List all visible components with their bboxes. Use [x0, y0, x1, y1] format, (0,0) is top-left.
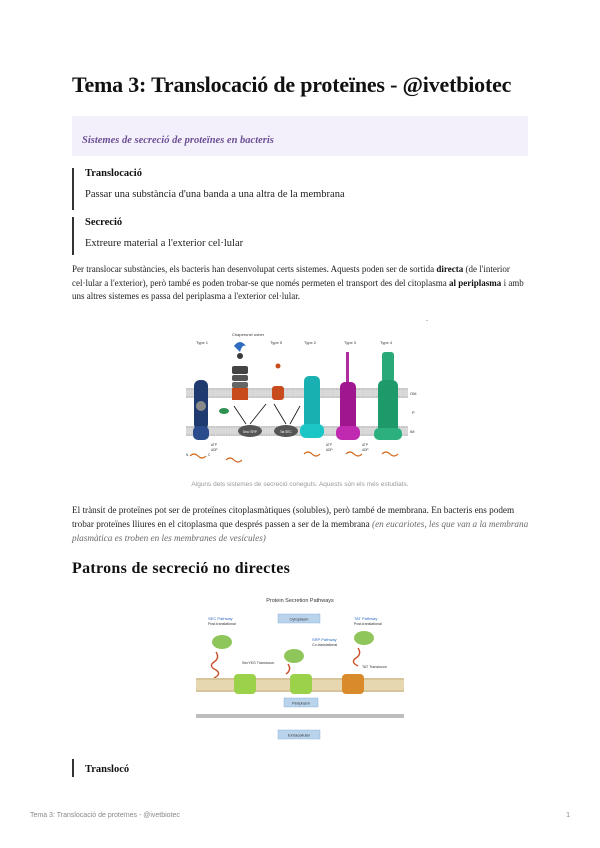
bold-run: al periplasma: [449, 277, 502, 288]
section-heading: Patrons de secreció no directes: [72, 560, 291, 577]
tat-translocon-label: TAT Translocon: [362, 665, 387, 669]
periplasm-label: Periplasm: [292, 700, 310, 706]
sec-pathway-label: SEC Pathway: [208, 616, 233, 621]
text-run: Per translocar substàncies, els bacteris han desenvolupat certs sistemes. Aquests poden ser de sortida: [72, 264, 437, 274]
secretion-pathways-figure: [196, 594, 404, 746]
sec-translocon: [234, 674, 256, 694]
type-label: Type 4: [380, 340, 393, 345]
arrow: [274, 404, 286, 424]
type-label: Chaperone/ usher: [232, 332, 265, 337]
tat-label: Tat SEC: [280, 430, 292, 434]
protein-chain: [353, 648, 359, 666]
atp-label: ATP: [362, 443, 368, 447]
srp-pathway-label: SRP Pathway: [312, 637, 337, 642]
page-footer: [30, 812, 570, 819]
tat-translocon: [342, 674, 364, 694]
page-title: Tema 3: Translocació de proteïnes - @ivetbiotec: [72, 72, 512, 97]
quote-translocon: [72, 759, 129, 777]
callout-box: [72, 116, 528, 156]
quote-secrecio: [72, 217, 243, 255]
text-run: El trànsit de proteïnes pot ser de proteïnes citoplasmàtiques (solubles), però també de membrana. En bacteris ens podem trobar proteïnes lliures en el citoplasma que després passen a ser de la membrana: [72, 505, 515, 529]
protein-chain: [286, 664, 290, 674]
ribosome-icon: [212, 635, 232, 649]
mem-label-om: OM: [410, 391, 417, 396]
type1-system: [193, 380, 209, 440]
bold-run: directa: [436, 264, 464, 274]
quote-body: Extreure material a l'exterior cel·lular: [85, 238, 244, 249]
secretion-systems-figure: [186, 330, 422, 472]
extracellular-label: Extracellular: [287, 732, 311, 738]
quote-heading: Translocació: [85, 168, 142, 179]
quote-heading: Translocó: [85, 764, 130, 775]
outer-membrane-strip: [196, 714, 404, 718]
tat-pathway-label: TAT Pathway: [354, 616, 378, 621]
text-run: i amb uns altres sistemes es passa del periplasma a l'exterior cel·lular.: [72, 277, 524, 301]
stray-mark: -: [426, 318, 428, 324]
adp-label: ADP: [326, 448, 333, 452]
substrate-chain: [226, 458, 242, 462]
tat-translocon: [274, 425, 298, 437]
quote-body: Passar una substància d'una banda a una altra de la membrana: [85, 189, 345, 200]
mem-label-im: IM: [410, 429, 415, 434]
ribosome-icon: [284, 649, 304, 663]
type2-system: [300, 376, 324, 438]
figure-caption: Alguns dels sistemes de secreció coneguts. Aquests són els més estudiats.: [191, 481, 409, 488]
srp-translocon: [290, 674, 312, 694]
type-label: Type 5: [270, 340, 283, 345]
substrate-chain: [382, 452, 398, 456]
tat-pathway-sub: Post-translational: [354, 622, 382, 626]
type-label: Type 3: [344, 340, 357, 345]
paragraph-intro: [72, 263, 530, 304]
type-label: Type 2: [304, 340, 317, 345]
type5-system: [272, 364, 284, 401]
text-run: (de l'interior cel·lular a l'exterior), però també es poden trobar-se que només permeten el transport des del citoplasma: [72, 264, 510, 288]
atp-label: ATP: [326, 443, 332, 447]
outer-membrane: [186, 388, 408, 398]
figure-title: Protein Secretion Pathways: [266, 598, 334, 604]
mem-label-p: P: [412, 410, 415, 415]
arrow: [250, 404, 266, 424]
protein-chain: [211, 652, 218, 678]
quote-heading: Secreció: [85, 217, 123, 228]
c-terminus-label: C: [208, 453, 211, 457]
arrow: [234, 406, 246, 424]
sec-label: Sec/ SRP: [243, 430, 257, 434]
chaperone-usher-system: [219, 342, 248, 414]
atp-label: ATP: [211, 443, 217, 447]
quote-translocacio: [72, 168, 345, 210]
cytoplasm-label: Cytoplasm: [289, 616, 309, 622]
arrow: [290, 406, 300, 424]
type-label: Type 1: [196, 340, 209, 345]
secyeg-label: SecYEG Translocon: [242, 661, 275, 665]
ribosome-icon: [354, 631, 374, 645]
adp-label: ADP: [362, 448, 369, 452]
footer-title: Tema 3: Translocació de proteïnes - @ivetbiotec: [30, 812, 180, 819]
sec-pathway-sub: Post-translational: [208, 622, 236, 626]
paragraph-transit: [72, 503, 530, 545]
substrate-chain: [304, 452, 320, 456]
adp-label: ADP: [211, 448, 218, 452]
italic-run: (en eucariotes, les que van a la membrana plasmàtica es troben en les membranes de vesícules): [72, 519, 529, 543]
srp-pathway-sub: Co-translational: [312, 643, 338, 647]
substrate-chain: [346, 452, 362, 456]
page-number: 1: [566, 812, 570, 819]
sec-translocon: [238, 425, 262, 437]
type4-system: [374, 352, 402, 440]
callout-text: Sistemes de secreció de proteïnes en bacteris: [82, 135, 274, 146]
substrate-chain: [190, 454, 206, 458]
n-terminus-label: N: [186, 453, 189, 457]
